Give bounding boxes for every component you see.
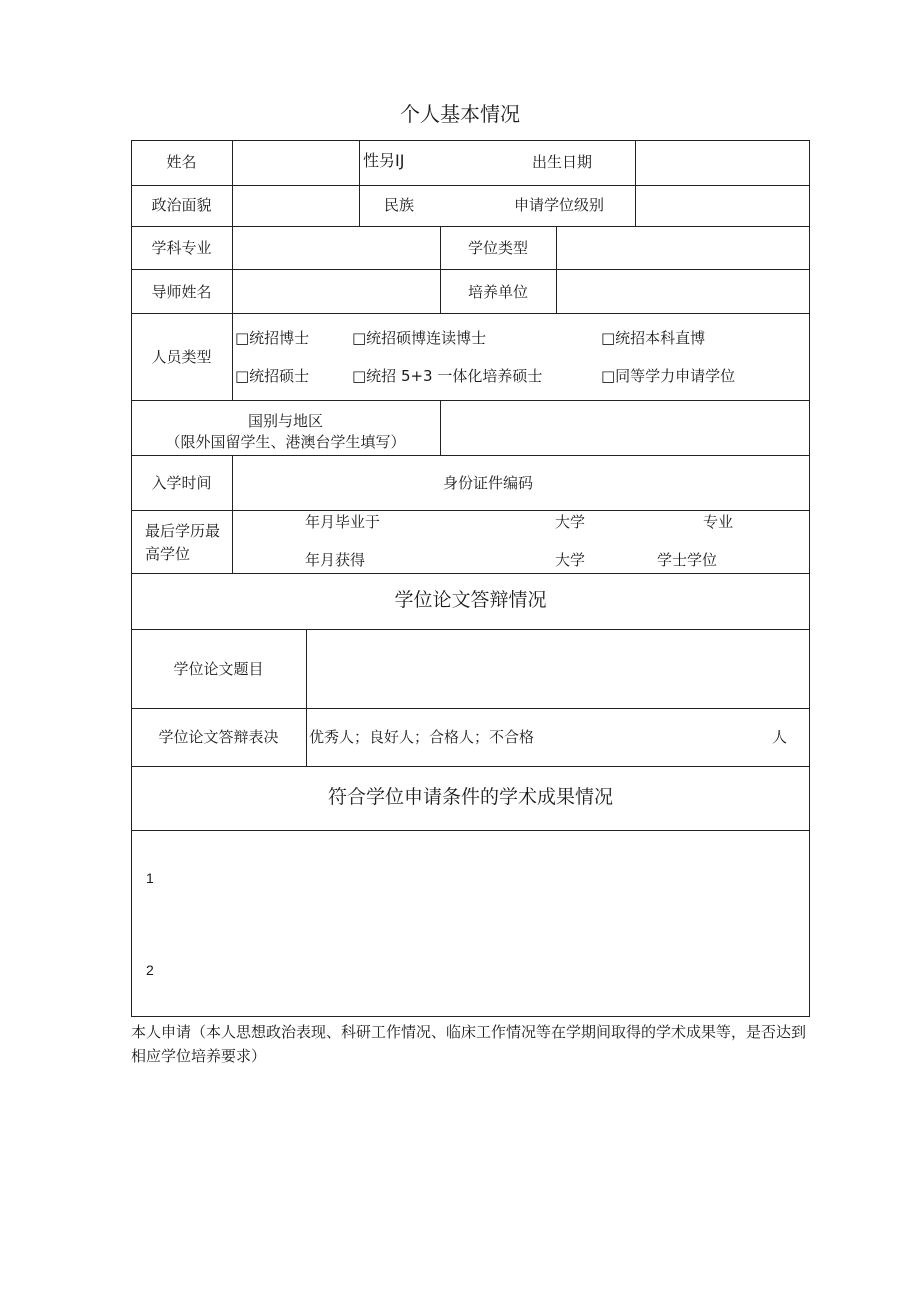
option-5plus3-master[interactable]: □统招 5+3 一体化培养硕士 [352, 367, 543, 385]
major-field[interactable] [233, 228, 440, 268]
self-application-note: 本人申请（本人思想政治表现、科研工作情况、临床工作情况等在学期间取得的学术成果等，是否达到相应学位培养要求） [131, 1023, 807, 1065]
degree-type-label: 学位类型 [467, 239, 528, 257]
training-unit-field[interactable] [557, 271, 809, 312]
name-label: 姓名 [166, 153, 197, 171]
education-label-line1: 最后学历最 [145, 522, 221, 540]
degree-type-field[interactable] [557, 228, 809, 268]
university-text-2: 大学 [555, 551, 586, 569]
option-master-doctor-combined[interactable]: □统招硕博连读博士 [352, 329, 487, 347]
degree-level-field[interactable] [636, 187, 809, 225]
id-number-label: 身份证件编码 [443, 474, 534, 492]
option-unified-master[interactable]: □统招硕士 [235, 367, 310, 385]
gender-label: 性另IJ [363, 151, 405, 170]
option-unified-doctor[interactable]: □统招博士 [235, 329, 310, 347]
thesis-section-heading: 学位论文答辩情况 [394, 589, 547, 611]
major-label: 学科专业 [151, 239, 212, 257]
thesis-topic-field[interactable] [307, 631, 809, 707]
country-note: （限外国留学生、港澳台学生填写） [165, 433, 406, 451]
birth-date-field[interactable] [636, 142, 809, 184]
obtained-text: 年月获得 [305, 551, 366, 569]
achievements-section-heading: 符合学位申请条件的学术成果情况 [327, 786, 613, 808]
advisor-label: 导师姓名 [151, 283, 212, 301]
option-direct-doctor[interactable]: □统招本科直博 [601, 329, 706, 347]
degree-level-label: 申请学位级别 [514, 196, 605, 214]
name-field[interactable] [233, 142, 359, 184]
achievement-item-2: 2 [146, 962, 154, 978]
major-text: 专业 [703, 513, 734, 531]
university-text-1: 大学 [555, 513, 586, 531]
form-table [131, 140, 810, 1017]
enrollment-label: 入学时间 [151, 474, 212, 492]
political-status-field[interactable] [233, 187, 359, 225]
country-field[interactable] [441, 402, 809, 454]
birth-date-label: 出生日期 [532, 153, 593, 171]
education-label-line2: 高学位 [145, 545, 191, 563]
thesis-vote-text: 优秀人；良好人；合格人；不合格 [309, 728, 535, 746]
political-status-label: 政治面貌 [151, 196, 212, 214]
achievement-item-1: 1 [146, 870, 154, 886]
thesis-vote-label: 学位论文答辩表决 [158, 728, 279, 746]
thesis-topic-label: 学位论文题目 [173, 660, 264, 678]
bachelor-degree-text: 学士学位 [657, 551, 718, 569]
graduated-text: 年月毕业于 [305, 513, 381, 531]
option-equivalent-degree[interactable]: □同等学力申请学位 [601, 367, 736, 385]
page-title: 个人基本情况 [400, 102, 520, 126]
ethnicity-label: 民族 [384, 196, 415, 214]
person-type-label: 人员类型 [151, 348, 212, 366]
thesis-vote-unit: 人 [772, 728, 788, 746]
training-unit-label: 培养单位 [467, 283, 528, 301]
country-label: 国别与地区 [247, 412, 323, 430]
advisor-field[interactable] [233, 271, 440, 312]
